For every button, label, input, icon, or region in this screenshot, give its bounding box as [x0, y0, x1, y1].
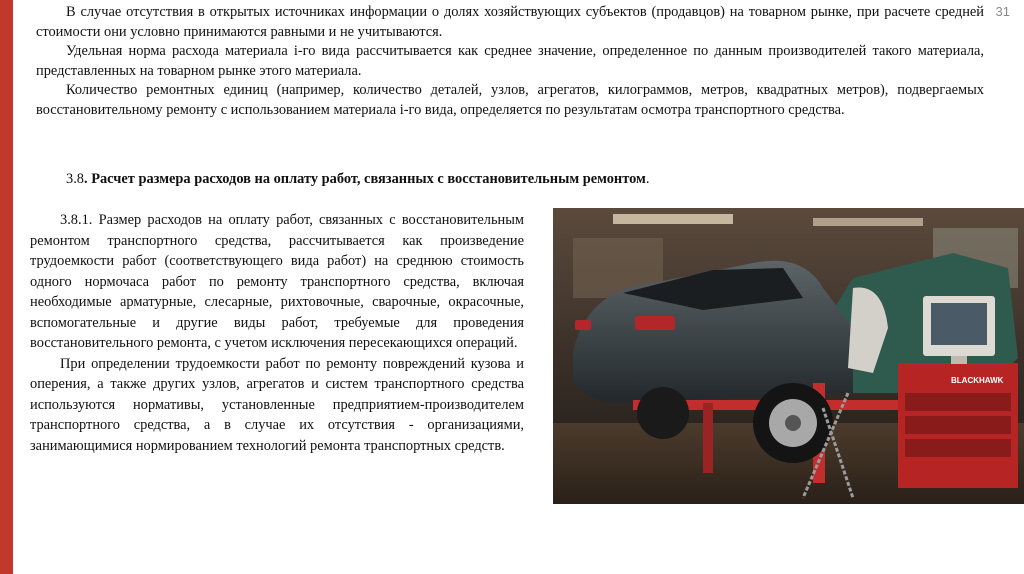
car-repair-photo [553, 208, 1024, 504]
cabinet-drawer [905, 439, 1011, 457]
body-text [30, 210, 524, 456]
page-number: 31 [995, 4, 1010, 19]
equipment-brand-label: BLACKHAWK [951, 376, 1004, 385]
tail-light-small [575, 320, 591, 330]
section-heading [66, 170, 966, 189]
rear-hub [785, 415, 801, 431]
monitor-screen [931, 303, 987, 345]
cabinet-drawer [905, 416, 1011, 434]
lift-post [703, 403, 713, 473]
section-number: 3.8 [66, 171, 84, 187]
section-trailing: . [645, 171, 650, 187]
ceiling-light [813, 218, 923, 226]
accent-bar [0, 0, 13, 574]
spare-wheel [637, 387, 689, 439]
tail-light [635, 316, 675, 330]
intro-paragraph: В случае отсутствия в открытых источниках информации о долях хозяйствующих субъектов (продавцов) на товарном рынке, при расчете средней стоимости они условно принимаются равными и не учитываются. [36, 4, 984, 40]
intro-paragraph: Удельная норма расхода материала i-го вида рассчитывается как среднее значение, определенное по данным производителей такого материала, представленных на товарном рынке этого материала. [36, 43, 984, 79]
intro-text [36, 3, 984, 121]
monitor-stand [951, 356, 967, 364]
body-paragraph: При определении трудоемкости работ по ремонту повреждений кузова и оперения, а также других узлов, агрегатов и систем транспортного средства используются нормативы, установленные предприятием-производителем транспортного средства, а в случае их отсутствия - организациями, занимающимися нормированием технологий ремонта транспортных средств. [30, 355, 524, 454]
body-paragraph: 3.8.1. Размер расходов на оплату работ, связанных с восстановительным ремонтом транспортного средства, рассчитывается как произведение трудоемкости работ (соответствующего вида работ) на среднюю стоимость одного нормочаса работ по ремонту транспортного средства, включая необходимые арматурные, слесарные, рихтовочные, сварочные, окрасочные, вспомогательные и другие виды работ, требуемые для проведения восстановительного ремонта, с учетом исключения пересекающихся операций. [30, 212, 524, 351]
section-title: . Расчет размера расходов на оплату работ, связанных с восстановительным ремонтом [84, 171, 646, 187]
ceiling-light [613, 214, 733, 224]
intro-paragraph: Количество ремонтных единиц (например, количество деталей, узлов, агрегатов, килограммов, метров, квадратных метров), подвергаемых восстановительному ремонту с использованием материала i-го вида, определяется по результатам осмотра транспортного средства. [36, 82, 984, 118]
cabinet-drawer [905, 393, 1011, 411]
